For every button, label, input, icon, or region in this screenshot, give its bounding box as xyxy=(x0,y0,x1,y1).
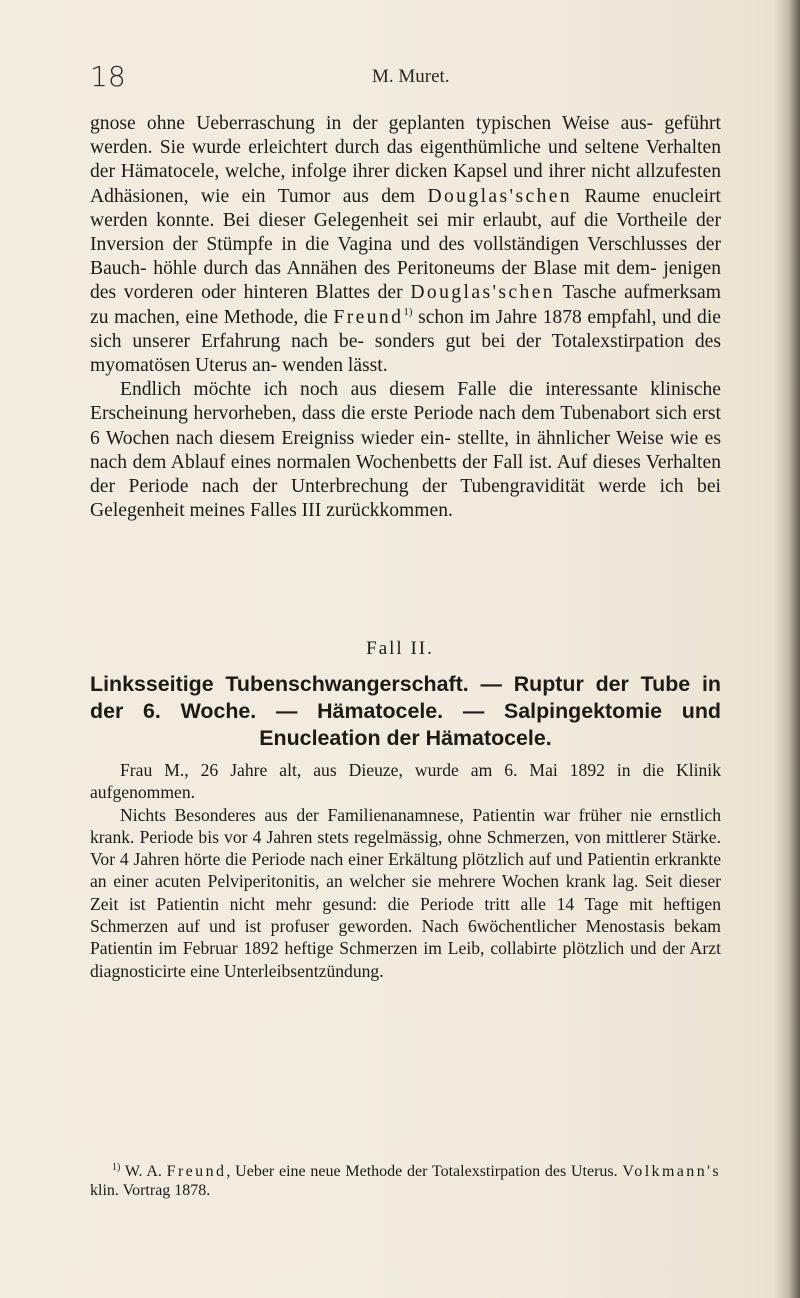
main-text-block xyxy=(90,112,721,523)
footnote-marker: 1) xyxy=(112,1162,121,1173)
spaced-name-volkmann: Volkmann's xyxy=(622,1163,721,1180)
history-paragraph-anamnesis: Nichts Besonderes aus der Familienanamnese, Patientin war früher nie ernstlich krank. Periode bis vor 4 Jahren stets regelmässig, ohne Schmerzen, von mittlerer Stärke. Vor 4 Jahren hörte die Periode nach einer Erkältung plötzlich auf und Patientin erkrankte an einer acuten Pelviperitonitis, an welcher sie mehrere Wochen krank lag. Seit dieser Zeit ist Patientin nicht mehr gesund: die Periode tritt alle 14 Tage mit heftigen Schmerzen auf und ist profuser geworden. Nach 6wöchentlicher Menostasis bekam Patientin im Februar 1892 heftige Schmerzen im Leib, collabirte plötzlich und der Arzt diagnosticirte eine Unterleibsentzündung. xyxy=(90,804,721,981)
case-label: Fall II. xyxy=(366,638,434,659)
paragraph-continuation: gnose ohne Ueberraschung in der geplanten typischen Weise aus- geführt werden. Sie wurde erleichtert durch das eigenthümliche und seltene Verhalten der Hämatocele, welche, infolge ihrer dicken Kapsel und ihrer nicht allzufesten Adhäsionen, wie ein Tumor aus dem Douglas'schen Raume enucleirt werden konnte. Bei dieser Gelegenheit sei mir erlaubt, auf die Vortheile der Inversion der Stümpfe in die Vagina und des vollständigen Verschlusses der Bauch- höhle durch das Annähen des Peritoneums der Blase mit dem- jenigen des vorderen oder hinteren Blattes der Douglas'schen Tasche aufmerksam zu machen, eine Methode, die Freund$^{1)}$ schon im Jahre 1878 empfahl, und die sich unserer Erfahrung nach be- sonders gut bei der Totalexstirpation des myomatösen Uterus an- wenden lässt. xyxy=(90,113,721,377)
page-number: 18 xyxy=(90,60,126,93)
history-paragraph-intro: Frau M., 26 Jahre alt, aus Dieuze, wurde am 6. Mai 1892 in die Klinik aufgenommen. xyxy=(90,760,721,803)
footnote xyxy=(90,1162,721,1200)
case-history-block xyxy=(90,759,721,982)
paragraph-endlich: Endlich möchte ich noch aus diesem Falle die interessante klinische Erscheinung hervorheben, dass die erste Periode nach dem Tubenabort sich erst 6 Wochen nach diesem Ereigniss wieder ein- stellte, in ähnlicher Weise wie es nach dem Ablauf eines normalen Wochenbetts der Fall ist. Auf dieses Verhalten der Periode nach der Unterbrechung der Tubengravidität werde ich bei Gelegenheit meines Falles III zurückkommen. xyxy=(90,379,721,522)
spaced-name-freund: Freund xyxy=(166,1163,227,1180)
page-header xyxy=(0,62,800,92)
spaced-name-freund: Freund xyxy=(333,306,404,328)
case-heading: Linksseitige Tubenschwangerschaft. — Ruptur der Tube in der 6. Woche. — Hämatocele. — Salpingektomie und Enucleation der Hämatocele. xyxy=(90,672,721,750)
spaced-name-douglas: Douglas'schen xyxy=(427,185,573,207)
running-head: M. Muret. xyxy=(372,66,450,87)
spaced-name-douglas: Douglas'schen xyxy=(410,282,556,304)
footnote-text: $^{1)}$ W. A. Freund, Ueber eine neue Methode der Totalexstirpation des Uterus. Volkmann's klin. Vortrag 1878. xyxy=(90,1162,721,1199)
footnote-reference: 1) xyxy=(403,305,413,318)
